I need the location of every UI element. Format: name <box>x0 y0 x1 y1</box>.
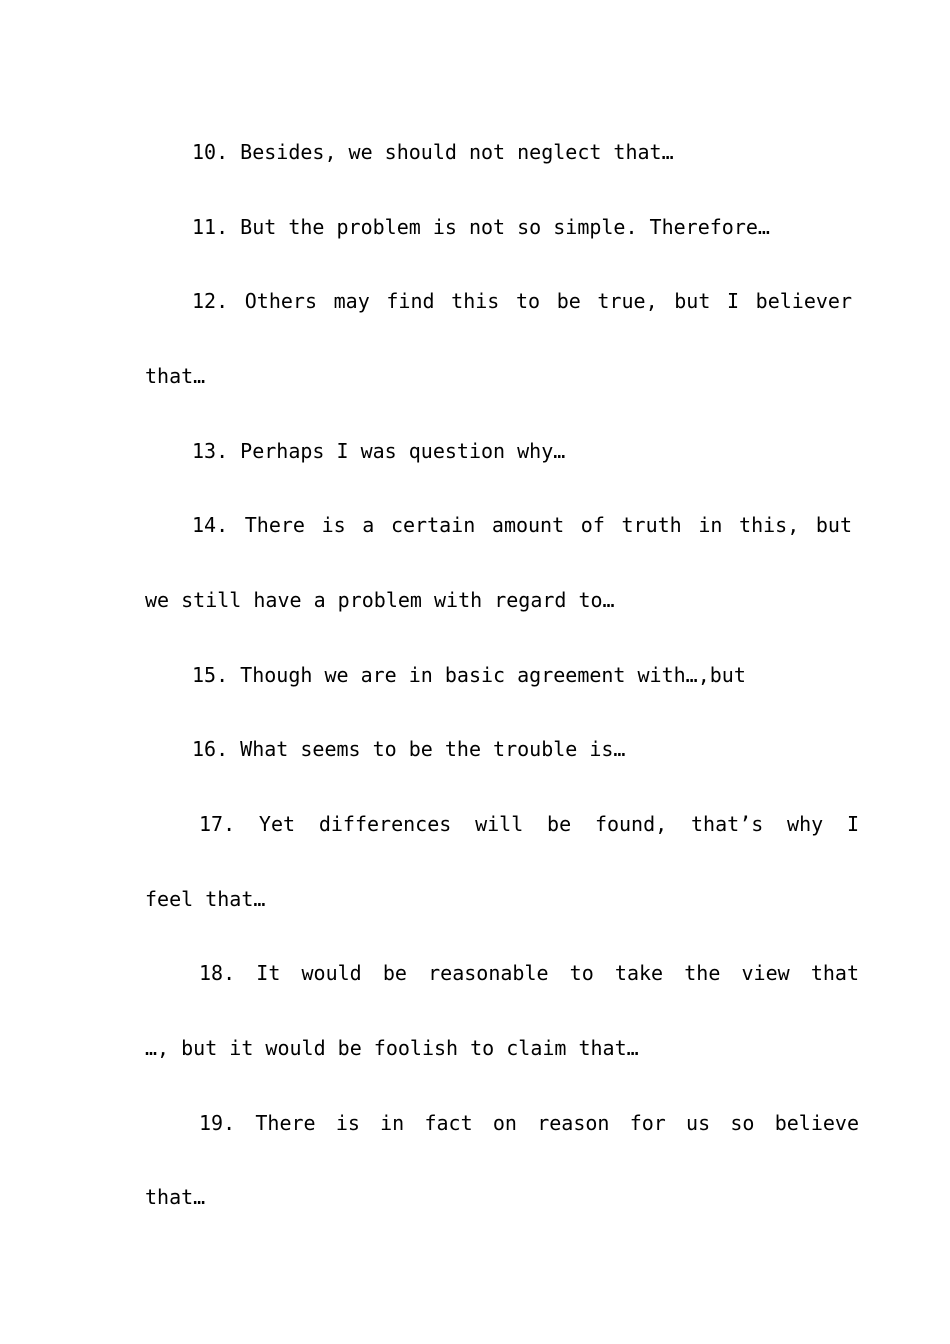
list-item-12: 12. Others may find this to be true, but I believer <box>192 289 852 313</box>
list-item-17-continuation: feel that… <box>145 887 266 911</box>
list-item-14: 14. There is a certain amount of truth in this, but <box>192 513 852 537</box>
list-item-17: 17. Yet differences will be found, that’s why I <box>199 812 859 836</box>
list-item-10: 10. Besides, we should not neglect that… <box>192 140 674 164</box>
list-item-12-continuation: that… <box>145 364 206 388</box>
list-item-13: 13. Perhaps I was question why… <box>192 439 566 463</box>
list-item-15: 15. Though we are in basic agreement with…,but <box>192 663 746 687</box>
list-item-16: 16. What seems to be the trouble is… <box>192 737 626 761</box>
list-item-18-continuation: …, but it would be foolish to claim that… <box>145 1036 639 1060</box>
list-item-19: 19. There is in fact on reason for us so believe <box>199 1111 859 1135</box>
list-item-11: 11. But the problem is not so simple. Therefore… <box>192 215 770 239</box>
list-item-14-continuation: we still have a problem with regard to… <box>145 588 615 612</box>
list-item-19-continuation: that… <box>145 1185 206 1209</box>
list-item-18: 18. It would be reasonable to take the view that <box>199 961 859 985</box>
